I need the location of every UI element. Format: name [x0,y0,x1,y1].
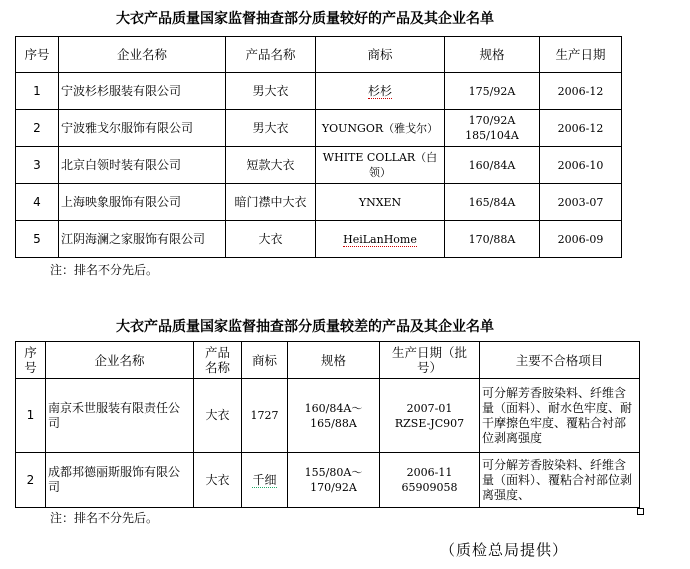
row-spec: 160/84A～165/88A [288,379,380,453]
table2-title: 大衣产品质量国家监督抽查部分质量较差的产品及其企业名单 [116,319,494,335]
row-spec: 175/92A [445,73,540,110]
resize-handle[interactable] [637,508,644,515]
header-no: 序号 [16,342,46,379]
row-company: 成都邦德丽斯服饰有限公司 [46,453,194,508]
row-date: 2006-11 65909058 [380,453,480,508]
source-credit: （质检总局提供） [440,541,569,559]
row-date: 2006-12 [540,110,622,147]
row-brand: 千细 [242,453,288,508]
row-no: 1 [16,73,59,110]
row-date: 2003-07 [540,184,622,221]
header-date: 生产日期（批号） [380,342,480,379]
row-product: 暗门襟中大衣 [226,184,316,221]
table-row [16,379,640,453]
header-brand: 商标 [316,37,445,73]
row-no: 4 [16,184,59,221]
header-spec: 规格 [445,37,540,73]
row-product: 大衣 [226,221,316,258]
row-spec: 155/80A～170/92A [288,453,380,508]
table-row [16,73,622,110]
row-product: 男大衣 [226,73,316,110]
header-product: 产品名称 [226,37,316,73]
table-row [16,147,622,184]
table1-title: 大衣产品质量国家监督抽查部分质量较好的产品及其企业名单 [116,11,494,27]
row-spec: 170/92A 185/104A [445,110,540,147]
row-brand: 1727 [242,379,288,453]
row-company: 北京白领时装有限公司 [59,147,226,184]
header-issues: 主要不合格项目 [480,342,640,379]
row-product: 短款大衣 [226,147,316,184]
row-brand: YOUNGOR（雅戈尔） [316,110,445,147]
table-row [16,221,622,258]
table1-note: 注：排名不分先后。 [50,263,159,277]
header-company: 企业名称 [59,37,226,73]
row-brand: HeiLanHome [316,221,445,258]
header-company: 企业名称 [46,342,194,379]
row-product: 大衣 [194,379,242,453]
table2-note: 注：排名不分先后。 [50,511,159,525]
table-row [16,184,622,221]
table-row [16,453,640,508]
header-no: 序号 [16,37,59,73]
row-issues: 可分解芳香胺染料、纤维含量（面料）、覆粘合衬部位剥离强度、 [480,453,640,508]
row-spec: 160/84A [445,147,540,184]
row-brand: WHITE COLLAR（白领） [316,147,445,184]
row-no: 2 [16,110,59,147]
row-date: 2006-09 [540,221,622,258]
header-brand: 商标 [242,342,288,379]
row-no: 3 [16,147,59,184]
row-spec: 170/88A [445,221,540,258]
row-company: 宁波雅戈尔服饰有限公司 [59,110,226,147]
row-date: 2007-01 RZSE-JC907 [380,379,480,453]
row-date: 2006-10 [540,147,622,184]
row-no: 2 [16,453,46,508]
row-company: 江阴海澜之家服饰有限公司 [59,221,226,258]
table-row [16,110,622,147]
row-issues: 可分解芳香胺染料、纤维含量（面料）、耐水色牢度、耐干摩擦色牢度、覆粘合衬部位剥离强度 [480,379,640,453]
row-no: 5 [16,221,59,258]
poor-products-table [15,341,640,508]
good-products-table [15,36,622,258]
row-brand: YNXEN [316,184,445,221]
row-company: 上海映象服饰有限公司 [59,184,226,221]
row-no: 1 [16,379,46,453]
row-company: 南京禾世服装有限责任公司 [46,379,194,453]
row-date: 2006-12 [540,73,622,110]
row-company: 宁波杉杉服装有限公司 [59,73,226,110]
row-brand: 杉杉 [316,73,445,110]
row-product: 男大衣 [226,110,316,147]
row-spec: 165/84A [445,184,540,221]
row-product: 大衣 [194,453,242,508]
header-product: 产品名称 [194,342,242,379]
header-spec: 规格 [288,342,380,379]
header-date: 生产日期 [540,37,622,73]
